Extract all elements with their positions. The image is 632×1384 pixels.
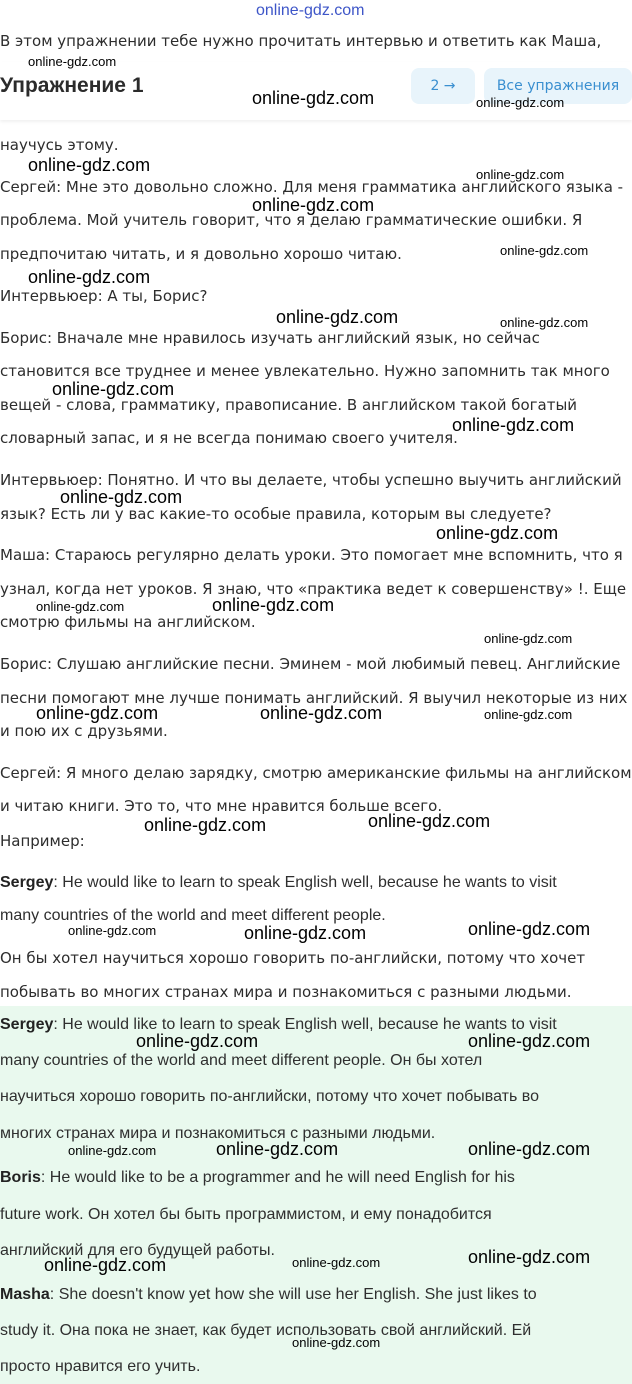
watermark: online-gdz.com (260, 703, 383, 723)
all-exercises-button[interactable]: Все упражнения (484, 68, 632, 104)
text-line: язык? Есть ли у вас какие-то особые правила, которым вы следуете? (0, 505, 552, 523)
answer-line: многих странах мира и познакомиться с разными людьми. (0, 1125, 436, 1142)
watermark: online-gdz.com (468, 919, 591, 939)
text-line: вещей - слова, грамматику, правописание. В английском такой богатый (0, 396, 578, 414)
speaker-name: Boris (0, 1169, 41, 1186)
watermark: online-gdz.com (68, 923, 157, 938)
watermark: online-gdz.com (28, 267, 151, 287)
answer-line: просто нравится его учить. (0, 1358, 201, 1375)
example-line: many countries of the world and meet different people. (0, 907, 386, 924)
watermark: online-gdz.com (276, 307, 399, 327)
watermark: online-gdz.com (468, 1247, 591, 1267)
text-line: предпочитаю читать, и я довольно хорошо читаю. (0, 245, 402, 263)
watermark: online-gdz.com (212, 595, 335, 615)
watermark: online-gdz.com (144, 815, 267, 835)
watermark: online-gdz.com (368, 811, 491, 831)
text-line: и читаю книги. Это то, что мне нравится больше всего. (0, 797, 443, 815)
watermark: online-gdz.com (44, 1255, 167, 1275)
watermark: online-gdz.com (36, 599, 125, 614)
answer-line: научиться хорошо говорить по-английски, потому что хочет побывать во (0, 1088, 539, 1105)
text-line: Например: (0, 832, 85, 850)
text-line: словарный запас, и я не всегда понимаю своего учителя. (0, 429, 458, 447)
answer-line: future work. Он хотел бы быть программистом, и ему понадобится (0, 1206, 492, 1223)
text-line: узнал, когда нет уроков. Я знаю, что «практика ведет к совершенству» !. Еще (0, 580, 627, 598)
watermark: online-gdz.com (252, 88, 375, 108)
text-line: становится все труднее и менее увлекательно. Нужно запомнить так много (0, 362, 610, 380)
watermark: online-gdz.com (36, 703, 159, 723)
site-watermark-top: online-gdz.com (256, 2, 365, 19)
speaker-name: Masha (0, 1286, 50, 1303)
answer-line: Masha: She doesn't know yet how she will use her English. She just likes to (0, 1286, 537, 1303)
text-line: Маша: Стараюсь регулярно делать уроки. Это помогает мне вспомнить, что я (0, 546, 623, 564)
next-exercise-button[interactable]: 2 → (411, 68, 475, 104)
watermark: online-gdz.com (68, 1143, 157, 1158)
text-line: Интервьюер: Понятно. И что вы делаете, чтобы успешно выучить английский (0, 471, 622, 489)
text-line: Борис: Слушаю английские песни. Эминем - мой любимый певец. Английские (0, 655, 621, 673)
example-line: Он бы хотел научиться хорошо говорить по-английски, потому что хочет (0, 949, 586, 967)
watermark: online-gdz.com (476, 167, 565, 182)
watermark: online-gdz.com (500, 243, 589, 258)
text-line: Сергей: Я много делаю зарядку, смотрю американские фильмы на английском (0, 764, 632, 782)
text-line: Интервьюер: А ты, Борис? (0, 287, 208, 305)
watermark: online-gdz.com (28, 54, 117, 69)
watermark: online-gdz.com (436, 523, 559, 543)
answer-line: английский для его будущей работы. (0, 1242, 275, 1259)
watermark: online-gdz.com (476, 95, 565, 110)
answer-line: study it. Она пока не знает, как будет использовать свой английский. Ей (0, 1322, 532, 1339)
answer-line: Boris: He would like to be a programmer and he will need English for his (0, 1169, 515, 1186)
watermark: online-gdz.com (292, 1335, 381, 1350)
text-line: научусь этому. (0, 136, 119, 154)
watermark: online-gdz.com (484, 631, 573, 646)
page-title: Упражнение 1 (0, 74, 144, 97)
text-line: Сергей: Мне это довольно сложно. Для меня грамматика английского языка - (0, 178, 624, 196)
watermark: online-gdz.com (28, 155, 151, 175)
watermark: online-gdz.com (244, 923, 367, 943)
watermark: online-gdz.com (468, 1139, 591, 1159)
watermark: online-gdz.com (468, 1031, 591, 1051)
text-line: песни помогают мне лучше понимать английский. Я выучил некоторые из них (0, 689, 628, 707)
text-line: проблема. Мой учитель говорит, что я делаю грамматические ошибки. Я (0, 211, 583, 229)
watermark: online-gdz.com (60, 487, 183, 507)
watermark: online-gdz.com (484, 707, 573, 722)
answer-line: Sergey: He would like to learn to speak English well, because he wants to visit (0, 1016, 557, 1033)
watermark: online-gdz.com (52, 379, 175, 399)
speaker-name: Sergey (0, 1016, 54, 1033)
watermark: online-gdz.com (292, 1255, 381, 1270)
text-line: смотрю фильмы на английском. (0, 613, 256, 631)
text-line: и пою их с друзьями. (0, 722, 168, 740)
intro-text: В этом упражнении тебе нужно прочитать интервью и ответить как Маша, (0, 32, 602, 50)
watermark: online-gdz.com (452, 415, 575, 435)
speaker-name: Sergey (0, 874, 54, 891)
text-line: Борис: Вначале мне нравилось изучать английский язык, но сейчас (0, 329, 540, 347)
example-line: Sergey: He would like to learn to speak English well, because he wants to visit (0, 874, 557, 891)
watermark: online-gdz.com (216, 1139, 339, 1159)
answer-line: many countries of the world and meet different people. Он бы хотел (0, 1052, 483, 1069)
watermark: online-gdz.com (252, 195, 375, 215)
watermark: online-gdz.com (500, 315, 589, 330)
watermark: online-gdz.com (136, 1031, 259, 1051)
example-line: побывать во многих странах мира и познакомиться с разными людьми. (0, 983, 572, 1001)
